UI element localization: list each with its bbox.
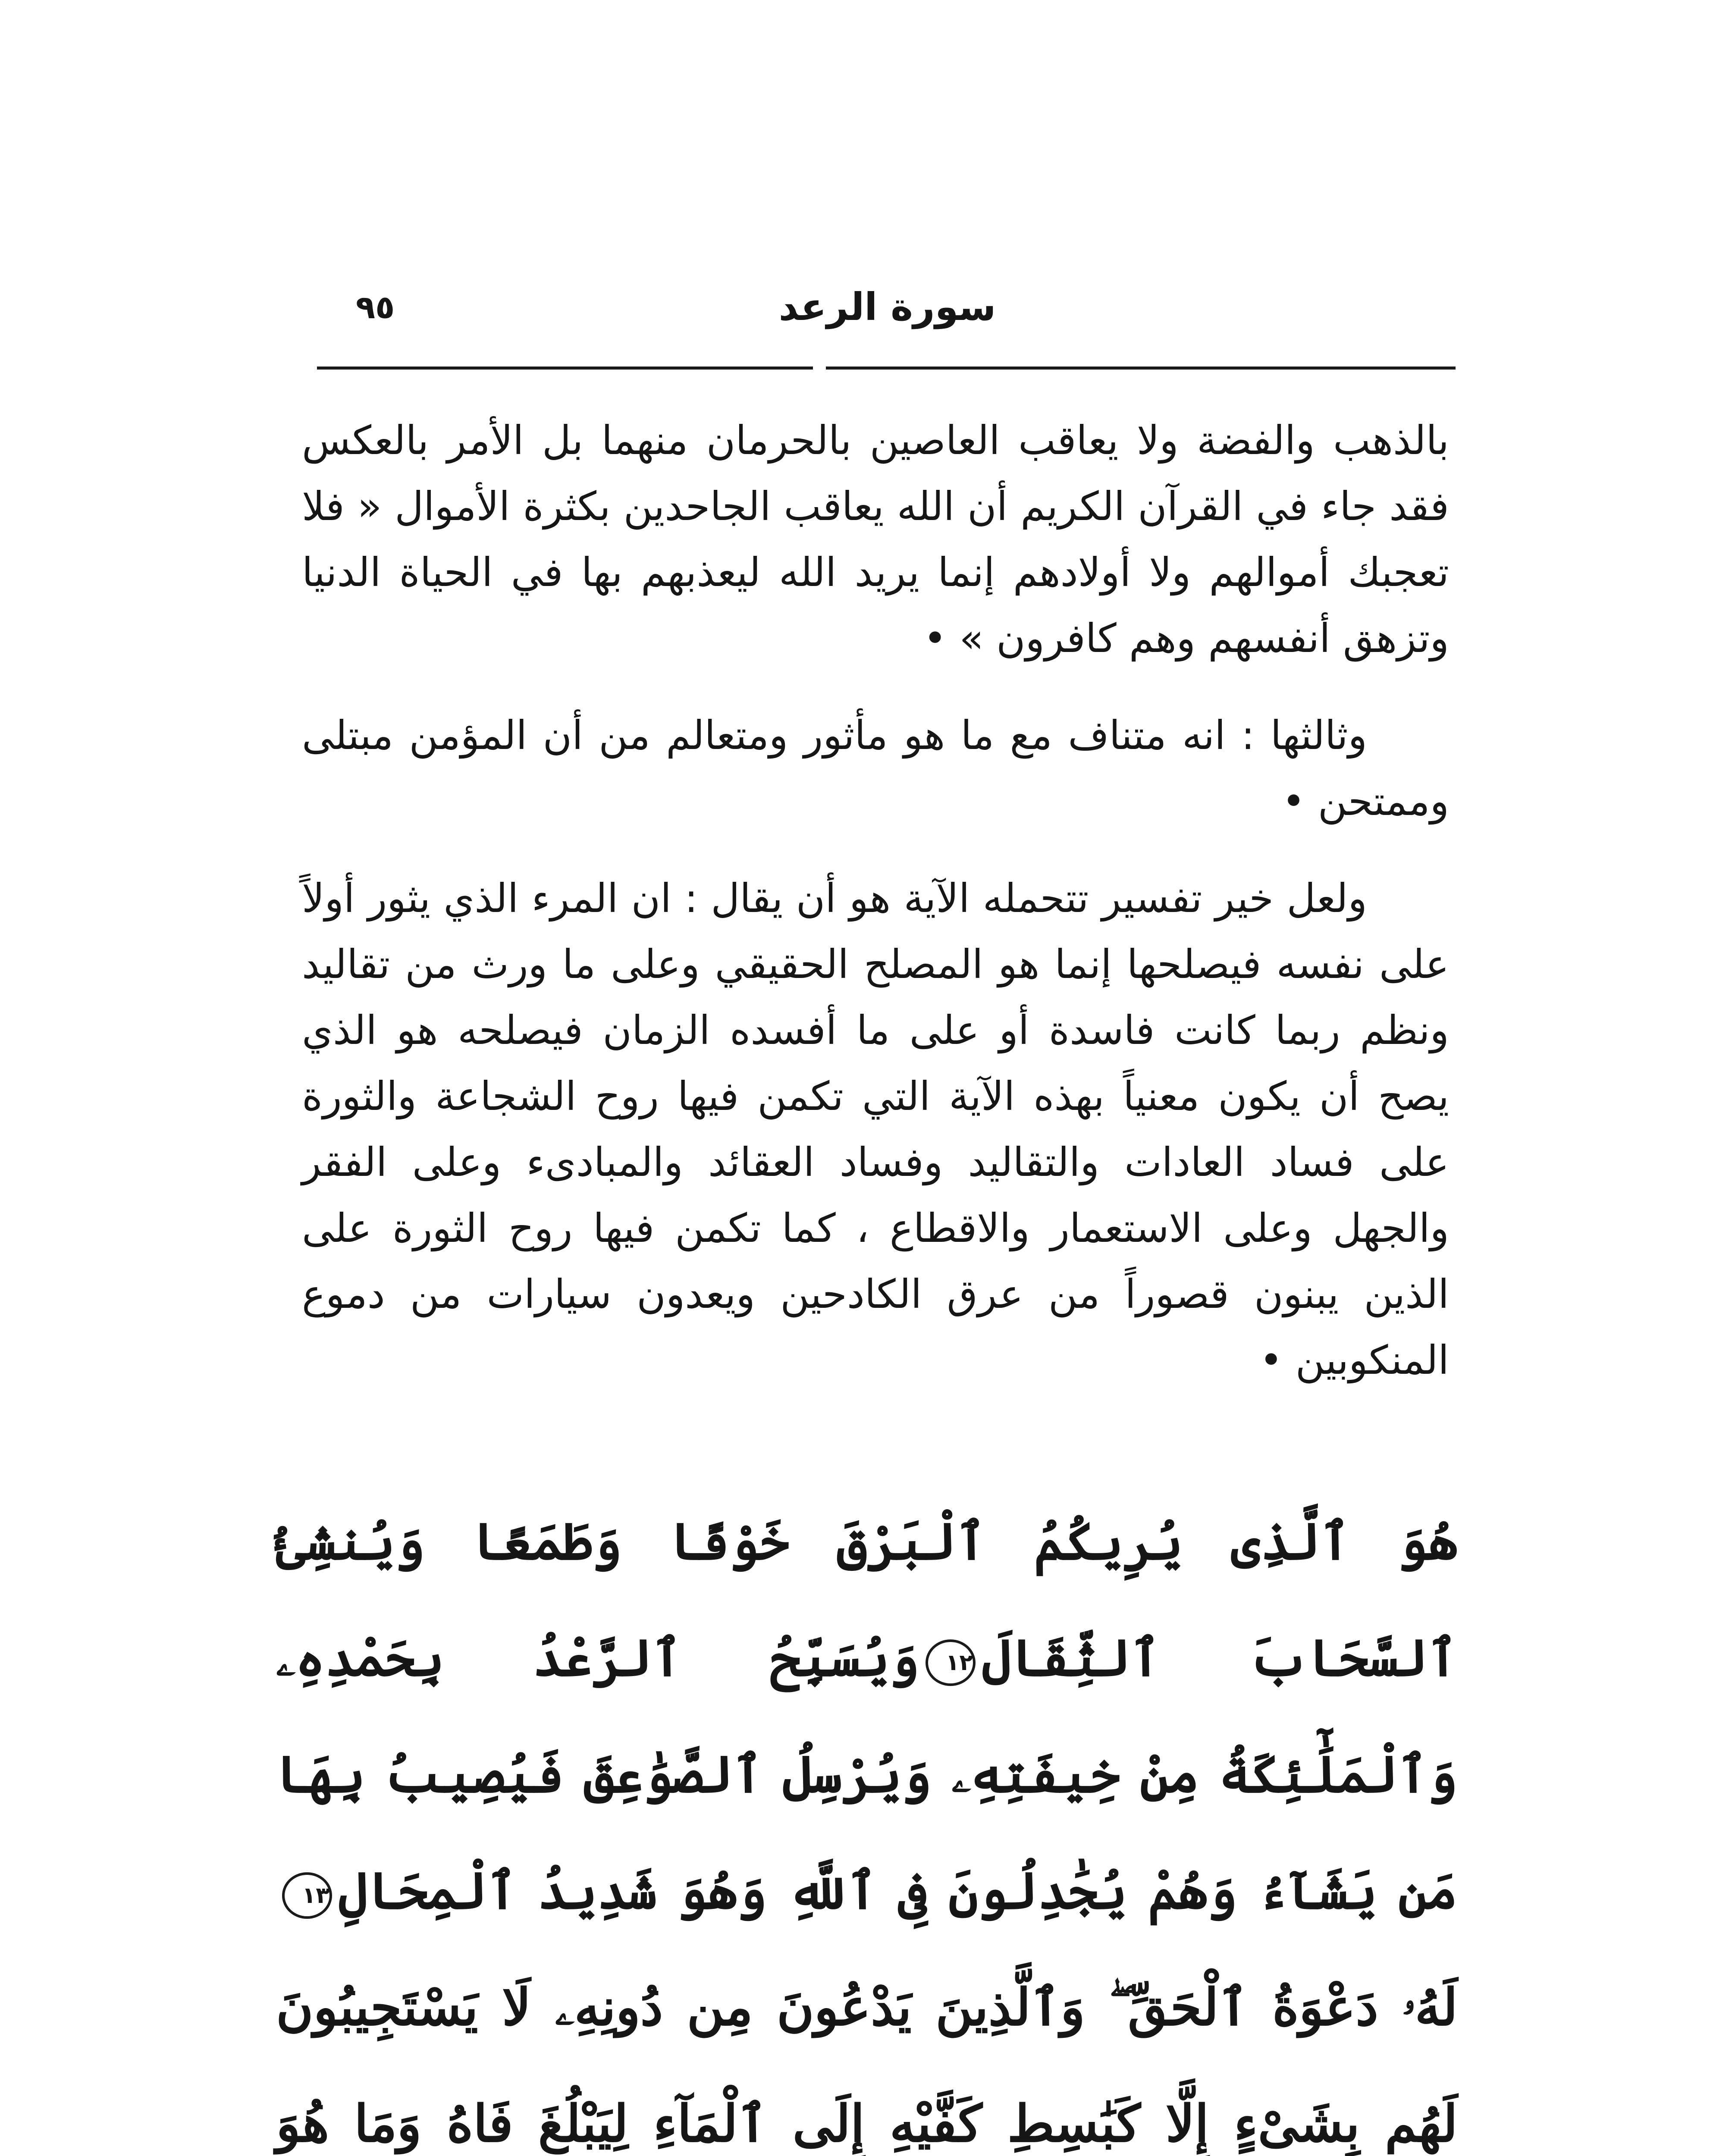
verse-number-marker: ١٢ <box>926 1639 976 1686</box>
paragraph-2: وثالثها : انه متناف مع ما هو مأثور ومتعالم من أن المؤمن مبتلى وممتحن • <box>302 712 1449 824</box>
running-title: سورة الرعد <box>778 285 996 329</box>
commentary-text <box>302 407 1449 1424</box>
verse-number-marker: ١٣ <box>282 1872 332 1919</box>
paragraph-1: بالذهب والفضة ولا يعاقب العاصين بالحرمان منهما بل الأمر بالعكس فقد جاء في القرآن الكريم أن الله يعاقب الجاحدين بكثرة الأموال « فلا تعجبك أموالهم ولا أولادهم إنما يريد الله ليعذبهم بها في الحياة الدنيا وتزهق أنفسهم وهم كافرون » • <box>302 417 1449 661</box>
quran-verses <box>276 1483 1458 2156</box>
verse-13: وَيُسَبِّحُ ٱلرَّعْدُ بِحَمْدِهِۦ وَٱلْمَلَٰٓئِكَةُ مِنْ خِيفَتِهِۦ وَيُرْسِلُ ٱلصَّوَٰعِقَ فَيُصِيبُ بِهَا مَن يَشَآءُ وَهُمْ يُجَٰدِلُونَ فِى ٱللَّهِ وَهُوَ شَدِيدُ ٱلْمِحَالِ <box>276 1628 1458 1921</box>
header-rule-left <box>317 367 813 370</box>
page-number: ٩٥ <box>356 289 395 326</box>
verse-12: هُوَ ٱلَّذِى يُرِيكُمُ ٱلْبَرْقَ خَوْفًا وَطَمَعًا وَيُنشِئُ ٱلسَّحَابَ ٱلثِّقَالَ <box>276 1511 1458 1688</box>
verse-14: لَهُۥ دَعْوَةُ ٱلْحَقِّ ۖ وَٱلَّذِينَ يَدْعُونَ مِن دُونِهِۦ لَا يَسْتَجِيبُونَ لَهُم بِشَىْءٍ إِلَّا كَبَٰسِطِ كَفَّيْهِ إِلَى ٱلْمَآءِ لِيَبْلُغَ فَاهُ وَمَا هُوَ <box>276 1977 1458 2153</box>
header-rule-right <box>826 367 1456 370</box>
page-header <box>317 285 1458 341</box>
paragraph-3: ولعل خير تفسير تتحمله الآية هو أن يقال : ان المرء الذي يثور أولاً على نفسه فيصلحها إنما هو المصلح الحقيقي وعلى ما ورث من تقاليد ونظم ربما كانت فاسدة أو على ما أفسده الزمان فيصلحه هو الذي يصح أن يكون معنياً بهذه الآية التي تكمن فيها روح الشجاعة والثورة على فساد العادات والتقاليد وفساد العقائد والمبادىء وعلى الفقر والجهل وعلى الاستعمار والاقطاع ، كما تكمن فيها روح الثورة على الذين يبنون قصوراً من عرق الكادحين ويعدون سيارات من دموع المنكوبين • <box>302 875 1449 1383</box>
